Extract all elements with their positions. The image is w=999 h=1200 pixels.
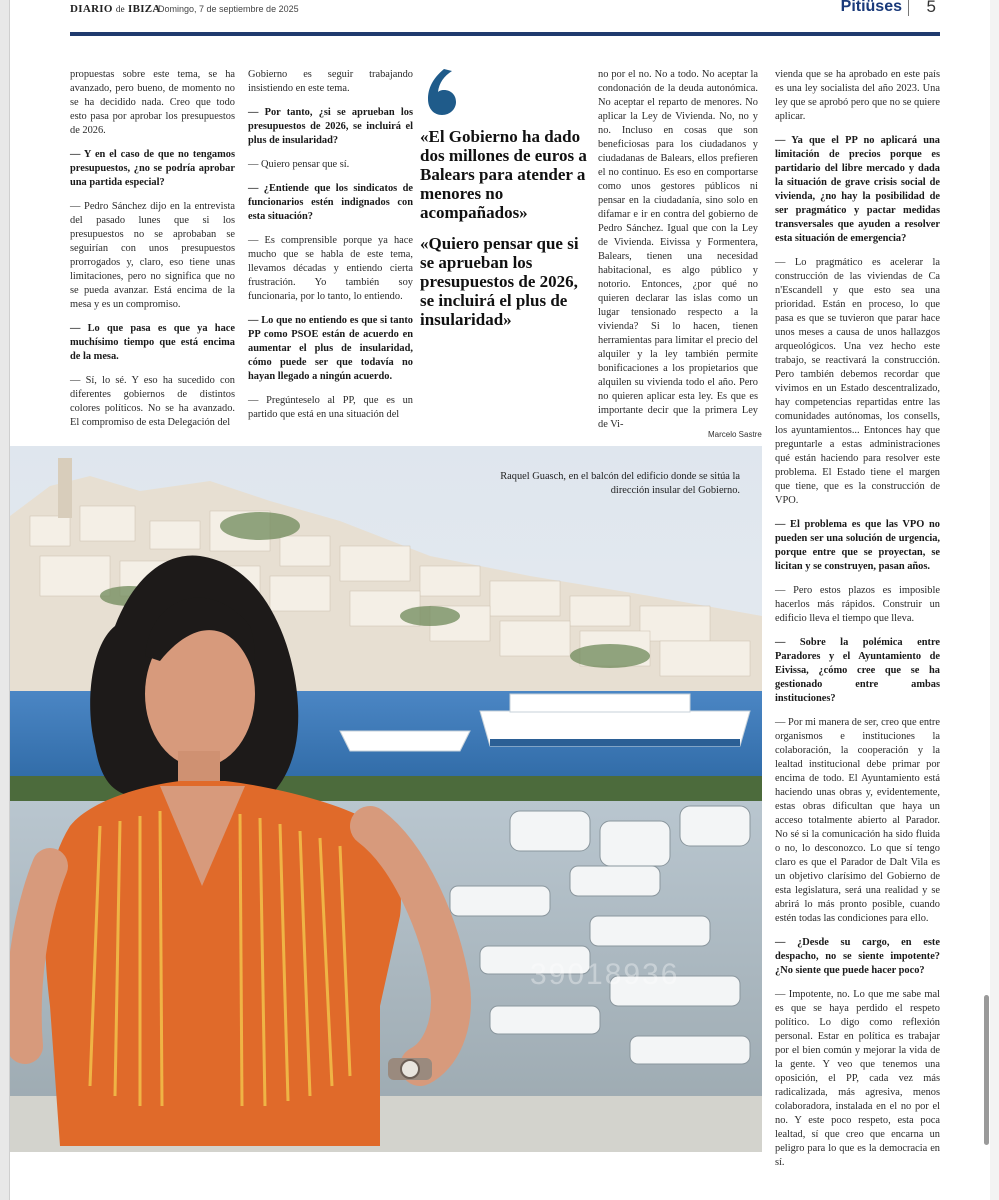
interview-question: — ¿Entiende que los sindicatos de funcionarios estén indignados con esta situación?: [248, 183, 413, 222]
interview-photo: [10, 446, 762, 1152]
interview-question: — Sobre la polémica entre Paradores y el Ayuntamiento de Eivissa, ¿cómo cree que se ha gestionado entre ambas instituciones?: [775, 637, 940, 704]
text-column-4: [598, 68, 758, 442]
pull-quote-1: «El Gobierno ha dado dos millones de euros a Balears para atender a menores no acompañados»: [420, 127, 587, 222]
text-column-2: [248, 68, 413, 432]
harbor-portrait-image: [10, 446, 762, 1152]
interview-question: — Por tanto, ¿si se aprueban los presupuestos de 2026, se incluirá el plus de insularidad?: [248, 107, 413, 146]
left-frame-edge: [0, 0, 10, 1200]
interview-question: — ¿Desde su cargo, en este despacho, no se siente impotente? ¿No siente que puede hacer poco?: [775, 937, 940, 976]
section-name: Pitiüses: [840, 0, 902, 15]
paragraph: no por el no. No a todo. No aceptar la condonación de la deuda autonómica. No aceptar el reparto de menores. No aplicar la Ley de Vivienda. No, no y no. Incluso en cosas que son beneficiosas para los ciudadanos y ciudadanas de Balears, ellos prefieren el no continuo. Es eso en comportarse como unos gestores públicos ni pensar en la ciudadanía, sino solo en difamar e ir en contra del gobierno de Pedro Sánchez. Igual que con la Ley de Vivienda. Eivissa y Formentera, Balears, tienen una necesidad habitacional, es algo público y notorio. Entonces, ¿por qué no quieren declarar las islas como un lugar tensionado respecto a la vivienda? Si lo hacen, tienen herramientas para limitar el precio del alquiler y la ley también permite bonificaciones a los propietarios que alquilen su vivienda todo el año. Pero no quieren aplicar esta ley. Es que es importante decir que la primera Ley de Vi-: [598, 69, 758, 430]
interview-question: — Ya que el PP no aplicará una limitación de precios porque es partidario del libre mercado y dada la situación de grave crisis social de vivienda, ¿no hay la posibilidad de ser pragmático y pactar medidas transversales que ayuden a resolver esta situación de emergencia?: [775, 135, 940, 244]
page-header: [70, 0, 940, 24]
interview-question: — Lo que pasa es que ya hace muchísimo tiempo que está encima de la mesa.: [70, 323, 235, 362]
right-frame-edge: [990, 0, 999, 1200]
header-rule: [70, 32, 940, 36]
masthead-city: IBIZA: [127, 3, 161, 15]
pull-quote-2: «Quiero pensar que si se aprueban los presupuestos de 2026, se incluirá el plus de insularidad»: [420, 234, 579, 329]
interview-answer: — Lo pragmático es acelerar la construcción de las viviendas de Ca n'Escandell y que esto sea una prioridad. Están en proceso, lo que pasa es que se tuvieron que parar hace unos meses a causa de unos hallazgos arqueológicos. Una vez hecho este trabajo, se reactivará la construcción. Pero también debemos recordar que vivimos en un Estado descentralizado, hay competencias repartidas entre las comunidades autónomas, los consells, los ayuntamientos... Entonces hay que preguntarle a estas administraciones qué están haciendo para resolver este problema. El Estado tiene el margen que tiene, que es la construcción de VPO.: [775, 257, 940, 506]
text-column-1: [70, 68, 235, 440]
scrollbar-thumb[interactable]: [984, 995, 989, 1145]
header-separator: [908, 0, 909, 16]
pull-quote-box: [420, 65, 588, 341]
interview-answer: — Por mi manera de ser, creo que entre organismos e instituciones la colaboración, la cooperación y la lealtad institucional debe primar por encima de todo. El Ayuntamiento está haciendo unas obras y, evidentemente, estas obras dificultan que haya un acceso totalmente abierto al Parador. No sé si la comunicación ha sido fluida o no, lo desconozco. Lo que sí tengo claro es que el Parador de Dalt Vila es un objetivo clarísimo del Gobierno de esta legislatura, será una realidad y se abrirá lo más pronto posible, cuando estén todas las condiciones para ello.: [775, 717, 940, 924]
interview-answer: — Quiero pensar que sí.: [248, 159, 350, 170]
interview-answer: — Sí, lo sé. Y eso ha sucedido con diferentes gobiernos de distintos colores políticos. No se ha avanzado. El compromiso de esta Delegación del: [70, 375, 235, 428]
masthead-de: de: [115, 4, 125, 14]
image-watermark: 39018936: [530, 958, 680, 991]
interview-answer: — Impotente, no. Lo que me sabe mal es que se haya perdido el respeto político. Lo digo como reflexión personal. Estar en política es trabajar por el bien común y mejorar la vida de la gente. Y veo que tenemos una oposición, el PP, cada vez más radicalizada, más agresiva, menos colaboradora, instalada en el no por el no. Y este poco respeto, esta poca lealtad, sí que creo que encarna un peligro para lo que es la democracia en sí.: [775, 989, 940, 1168]
quote-mark-icon: [424, 65, 464, 117]
paragraph: propuestas sobre este tema, se ha avanzado, pero bueno, de momento no se ha decidido nada. Creo que todo esto pasa por aprobar los presupuestos de 2026.: [70, 69, 235, 136]
interview-answer: — Pregúnteselo al PP, que es un partido que está en una situación del: [248, 395, 413, 420]
masthead-name: DIARIO: [70, 3, 113, 15]
issue-date: Domingo, 7 de septiembre de 2025: [158, 4, 299, 14]
interview-question: — El problema es que las VPO no pueden ser una solución de urgencia, porque entre que se proyectan, se licitan y se construyen, pasan años.: [775, 519, 940, 572]
interview-answer: — Es comprensible porque ya hace mucho que se habla de este tema, llevamos décadas y entiendo cierta frustración. Yo también soy funcionaria, por lo tanto, lo entiendo.: [248, 235, 413, 302]
photo-caption: Raquel Guasch, en el balcón del edificio donde se sitúa la dirección insular del Gobierno.: [500, 471, 740, 496]
text-column-5: [775, 68, 940, 1180]
interview-question: — Y en el caso de que no tengamos presupuestos, ¿no se podría aprobar una partida especial?: [70, 149, 235, 188]
photo-credit: Marcelo Sastre: [708, 430, 762, 439]
interview-answer: — Pedro Sánchez dijo en la entrevista del pasado lunes que si los presupuestos no se aprobaban se seguirían con unos presupuestos prorrogados y, claro, eso tiene unas limitaciones, pero no significa que no se pueda avanzar. Está encima de la mesa y es un compromiso.: [70, 201, 235, 310]
paragraph: vienda que se ha aprobado en este país es una ley socialista del año 2023. Una ley que se aprobó pero que no se quiere aplicar.: [775, 69, 940, 122]
newspaper-masthead: [70, 3, 161, 15]
page-number: 5: [926, 0, 936, 16]
interview-question: — Lo que no entiendo es que si tanto PP como PSOE están de acuerdo en aumentar el plus de insularidad, cómo puede ser que todavía no hayan llegado a ningún acuerdo.: [248, 315, 413, 382]
paragraph: Gobierno es seguir trabajando insistiendo en este tema.: [248, 69, 413, 94]
interview-answer: — Pero estos plazos es imposible hacerlos más rápidos. Construir un edificio lleva el tiempo que lleva.: [775, 585, 940, 624]
